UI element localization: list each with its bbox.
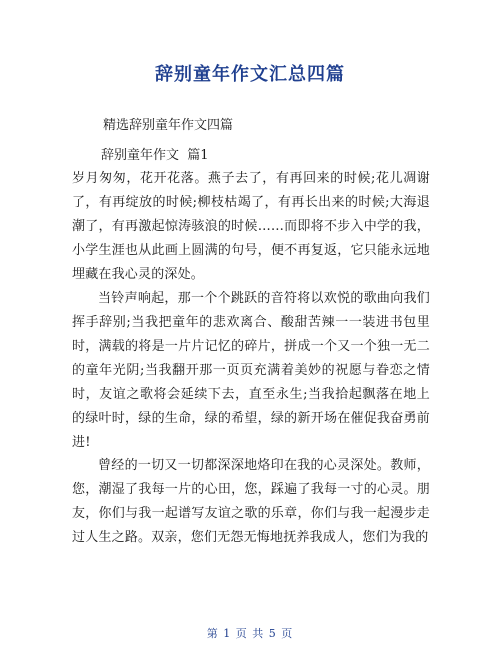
section-heading: 辞别童年作文 篇1 [101, 148, 209, 163]
paragraph-1: 岁月匆匆，花开花落。燕子去了，有再回来的时候;花儿凋谢了，有再绽放的时候;柳枝枯竭了，有再长出来的时候;大海退潮了，有再激起惊涛骇浪的时候……而即将不步入中学的我，小学生涯也从此画上圆满的句号，便不再复返，它只能永远地埋藏在我心灵的深处。 [72, 171, 430, 282]
page-indicator: 第 1 页 共 5 页 [206, 627, 294, 640]
document-title: 辞别童年作文汇总四篇 [155, 64, 345, 85]
subheading: 精选辞别童年作文四篇 [103, 118, 234, 133]
paragraph-3: 曾经的一切又一切都深深地烙印在我的心灵深处。教师，您，潮湿了我每一片的心田，您，踩遍了我每一寸的心灵。朋友，你们与我一起谱写友谊之歌的乐章，你们与我一起漫步走过人生之路。双亲，您们无怨无悔地抚养我成人，您们为我的 [72, 458, 430, 545]
paragraph-2: 当铃声响起，那一个个跳跃的音符将以欢悦的歌曲向我们挥手辞别;当我把童年的悲欢离合、酸甜苦辣一一装进书包里时，满载的将是一片片记忆的碎片，拼成一个又一个独一无二的童年光阴;当我翻开那一页页充满着美妙的祝愿与眷恋之情时，友谊之歌将会延续下去，直至永生;当我拾起飘落在地上的绿叶时，绿的生命，绿的希望，绿的新开场在催促我奋勇前进! [72, 291, 430, 450]
